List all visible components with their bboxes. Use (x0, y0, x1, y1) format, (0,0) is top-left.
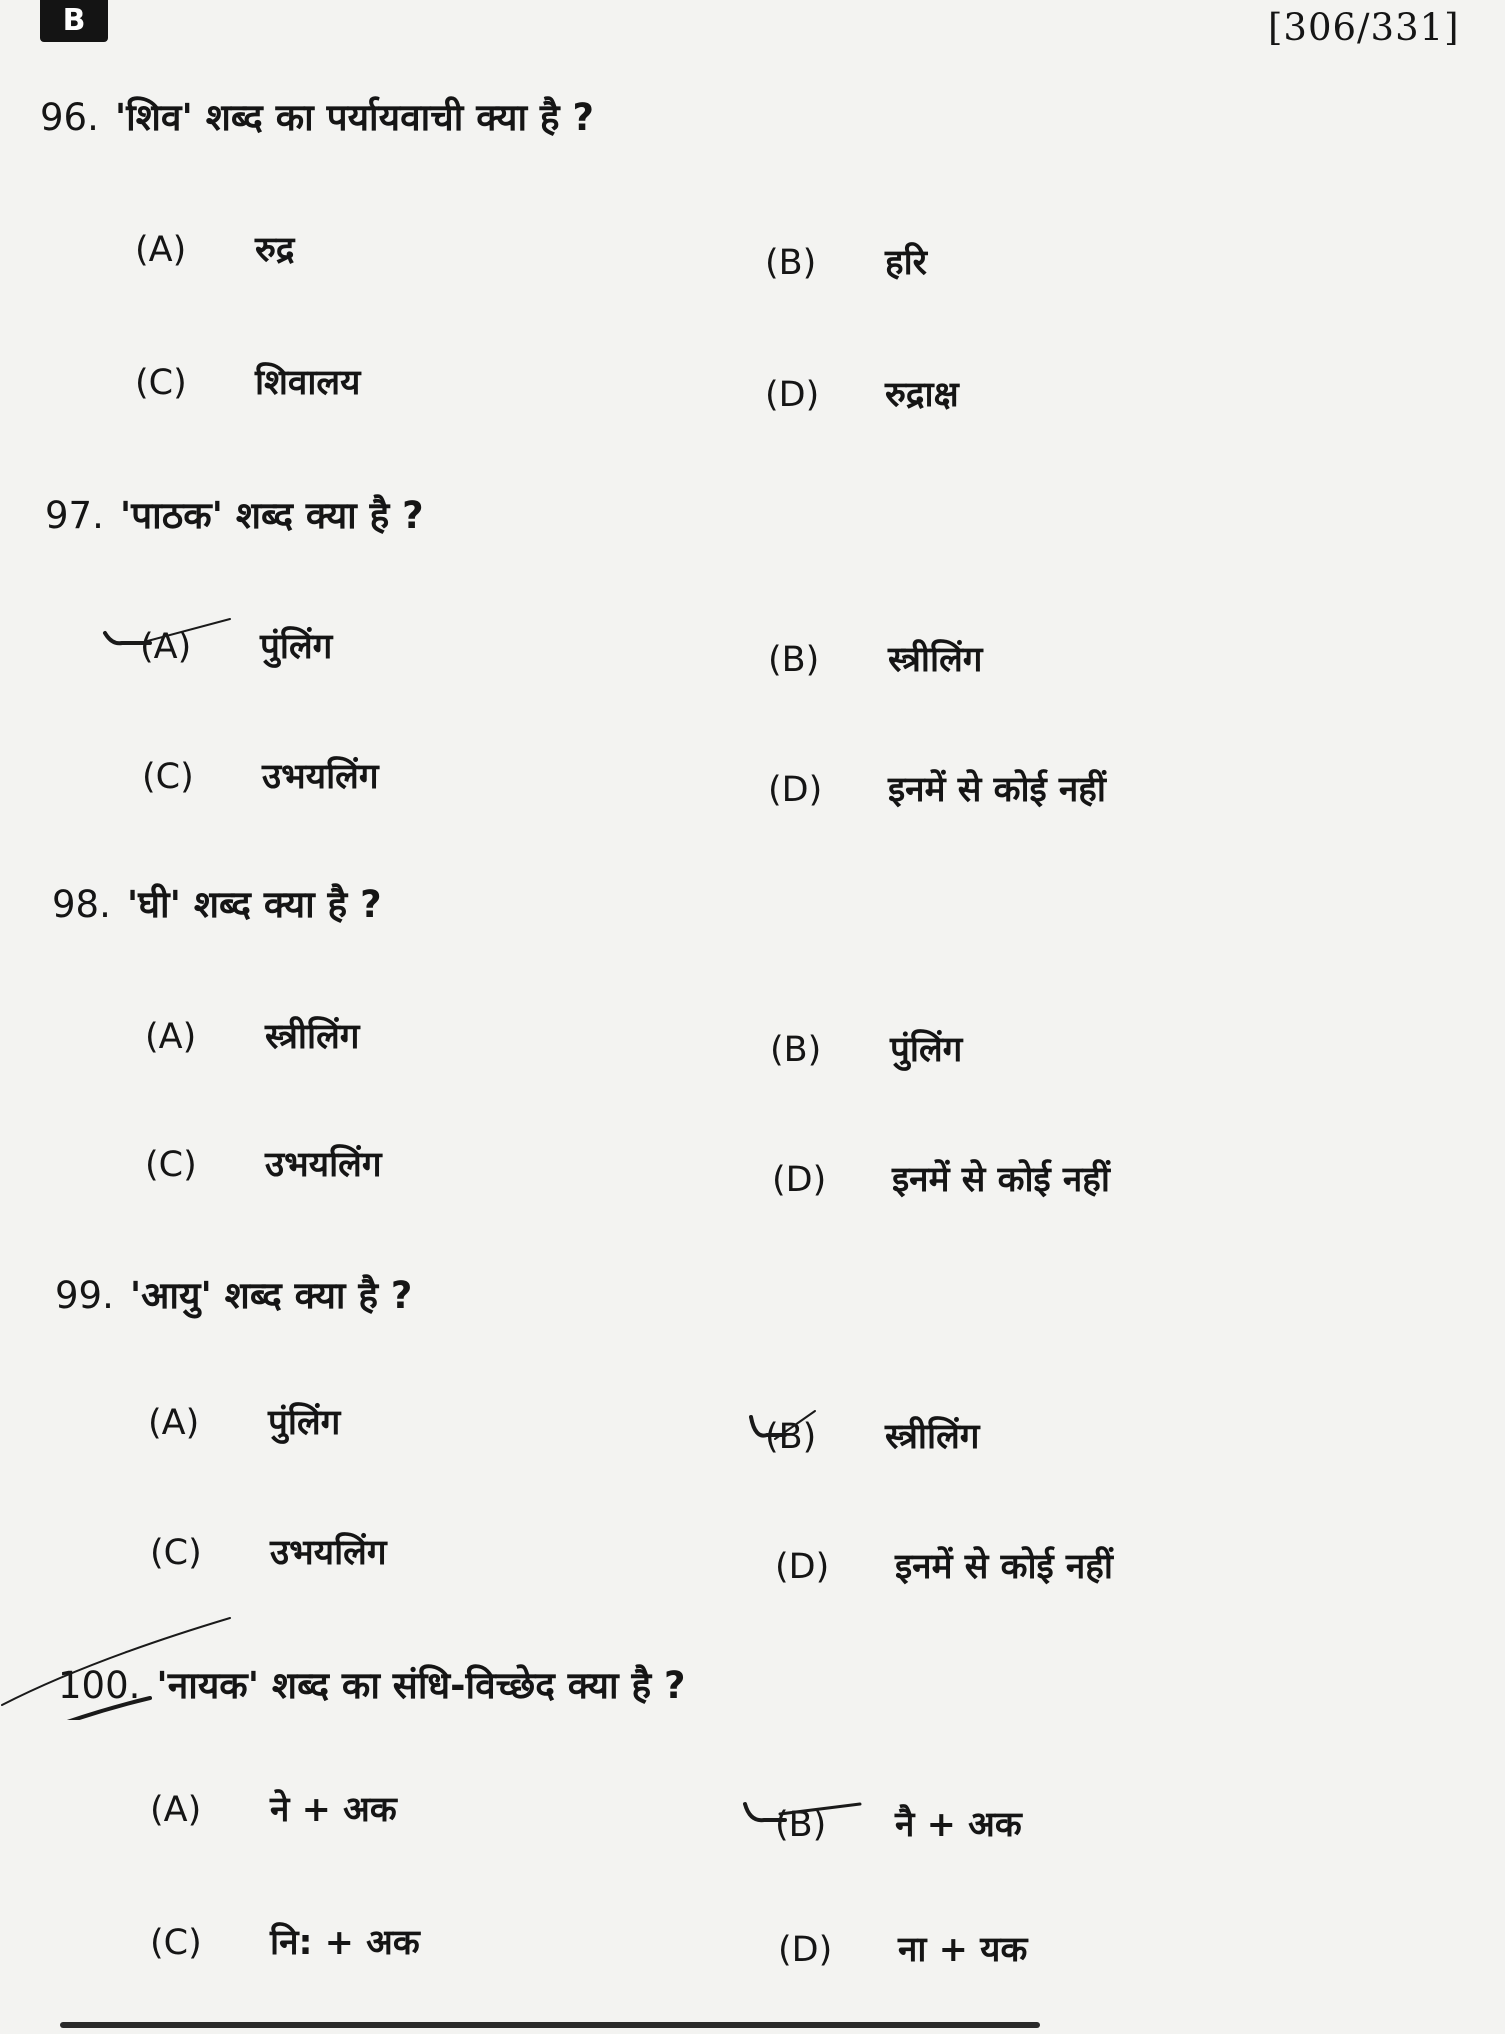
footer-divider (60, 2022, 1040, 2028)
option-96-c (135, 358, 360, 405)
option-text: नि: + अक (270, 1923, 420, 1963)
option-99-a (148, 1398, 340, 1445)
option-96-b (765, 238, 927, 285)
question-98 (52, 877, 382, 928)
paper-code: [306/331] (1268, 6, 1460, 49)
option-label: (A) (135, 230, 187, 270)
option-97-d (768, 765, 1106, 812)
option-100-a (150, 1785, 397, 1832)
question-number: 100. (58, 1664, 141, 1707)
option-label: (A) (140, 627, 192, 667)
option-97-c (142, 752, 379, 799)
option-text: नै + अक (895, 1805, 1022, 1845)
question-text: 'आयु' शब्द क्या है ? (129, 1274, 413, 1317)
option-text: पुंलिंग (260, 627, 333, 667)
option-98-a (145, 1012, 360, 1059)
option-99-c (150, 1528, 387, 1575)
option-label: (D) (772, 1160, 827, 1200)
question-number: 96. (40, 96, 99, 139)
option-text: स्त्रीलिंग (888, 640, 983, 680)
option-98-b (770, 1025, 962, 1072)
question-text: 'शिव' शब्द का पर्यायवाची क्या है ? (114, 96, 594, 139)
option-text: स्त्रीलिंग (265, 1017, 360, 1057)
option-97-a (140, 622, 332, 669)
option-100-b (775, 1800, 1022, 1847)
question-96 (40, 90, 594, 141)
option-text: उभयलिंग (265, 1145, 382, 1185)
option-text: स्त्रीलिंग (885, 1417, 980, 1457)
set-badge: B (40, 0, 108, 42)
option-label: (D) (768, 770, 823, 810)
option-96-a (135, 225, 295, 272)
question-100 (58, 1658, 685, 1709)
option-label: (A) (150, 1790, 202, 1830)
option-label: (C) (150, 1923, 202, 1963)
option-99-d (775, 1542, 1113, 1589)
option-label: (B) (765, 1417, 817, 1457)
question-text: 'नायक' शब्द का संधि-विच्छेद क्या है ? (156, 1664, 686, 1707)
option-96-d (765, 370, 959, 417)
option-label: (A) (148, 1403, 200, 1443)
option-98-c (145, 1140, 382, 1187)
question-99 (55, 1268, 412, 1319)
option-99-b (765, 1412, 980, 1459)
option-label: (C) (135, 363, 187, 403)
question-number: 97. (45, 494, 104, 537)
question-97 (45, 488, 424, 539)
option-label: (B) (768, 640, 820, 680)
option-text: उभयलिंग (270, 1533, 387, 1573)
option-text: इनमें से कोई नहीं (895, 1547, 1113, 1587)
option-text: ने + अक (270, 1790, 397, 1830)
option-text: शिवालय (255, 363, 361, 403)
question-text: 'पाठक' शब्द क्या है ? (119, 494, 424, 537)
option-label: (C) (145, 1145, 197, 1185)
option-text: उभयलिंग (262, 757, 379, 797)
option-label: (C) (150, 1533, 202, 1573)
option-text: रुद्र (255, 230, 295, 270)
option-label: (D) (778, 1930, 833, 1970)
option-text: पुंलिंग (268, 1403, 341, 1443)
option-label: (B) (770, 1030, 822, 1070)
option-text: रुद्राक्ष (885, 375, 959, 415)
question-text: 'घी' शब्द क्या है ? (126, 883, 382, 926)
option-text: इनमें से कोई नहीं (892, 1160, 1110, 1200)
option-text: ना + यक (898, 1930, 1028, 1970)
option-97-b (768, 635, 983, 682)
question-number: 98. (52, 883, 111, 926)
option-label: (B) (775, 1805, 827, 1845)
option-label: (D) (775, 1547, 830, 1587)
question-number: 99. (55, 1274, 114, 1317)
option-text: इनमें से कोई नहीं (888, 770, 1106, 810)
option-label: (C) (142, 757, 194, 797)
option-100-d (778, 1925, 1027, 1972)
option-label: (D) (765, 375, 820, 415)
option-label: (B) (765, 243, 817, 283)
option-text: हरि (885, 243, 927, 283)
option-98-d (772, 1155, 1110, 1202)
option-100-c (150, 1918, 420, 1965)
option-text: पुंलिंग (890, 1030, 963, 1070)
option-label: (A) (145, 1017, 197, 1057)
